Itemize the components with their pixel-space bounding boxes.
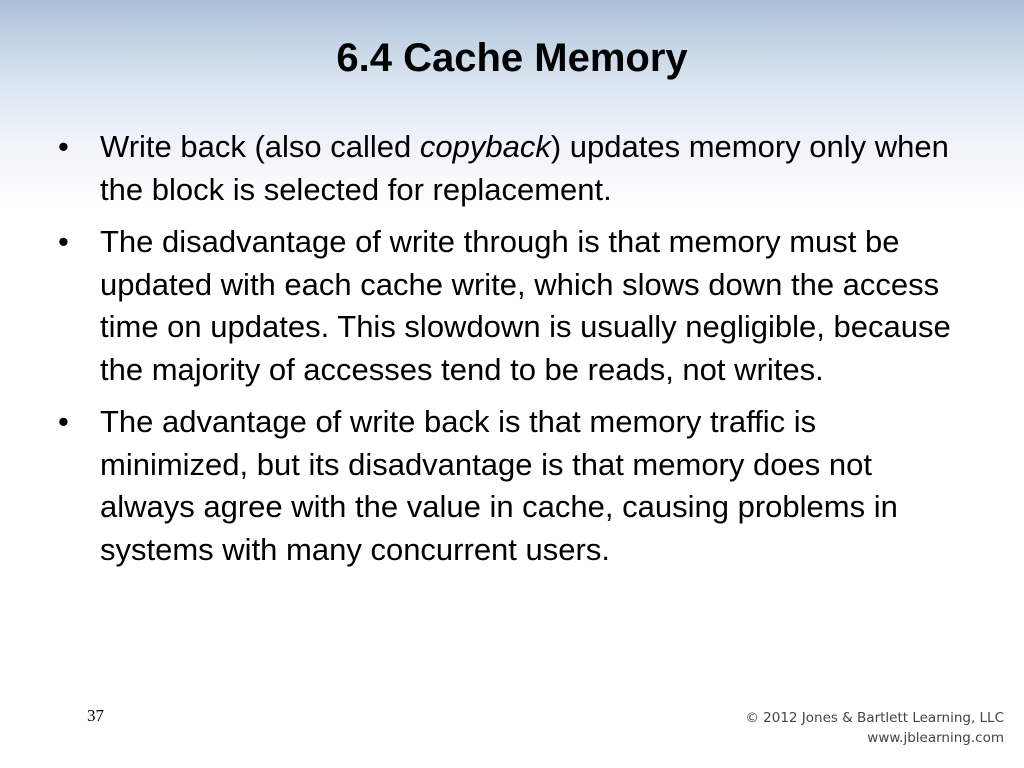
bullet-item-write-back: [54, 126, 954, 211]
bullet-text: The advantage of write back is that memory traffic is minimized, but its disadvantage is that memory does not always agree with the value in cache, causing problems in systems with many concurrent users.: [100, 404, 898, 567]
bullet-marker: •: [58, 224, 69, 259]
bullet-text-part: Write back (also called: [100, 129, 420, 164]
bullet-list: [54, 126, 954, 581]
bullet-item-write-back-advantage: [54, 401, 954, 571]
bullet-marker: •: [58, 129, 69, 164]
copyright-text: © 2012 Jones & Bartlett Learning, LLC: [745, 710, 1004, 726]
bullet-marker: •: [58, 404, 69, 439]
bullet-italic-term: copyback: [419, 129, 551, 164]
website-text: www.jblearning.com: [867, 730, 1004, 746]
bullet-text: The disadvantage of write through is that memory must be updated with each cache write, which slows down the access time on updates. This slowdown is usually negligible, because the majority of accesses tend to be reads, not writes.: [100, 224, 951, 387]
slide-number: 37: [87, 706, 104, 725]
bullet-item-write-through-disadvantage: [54, 221, 954, 391]
copyright-footer: [745, 708, 1004, 748]
bullet-text-part: ) updates memory only when the block is selected for replacement.: [100, 129, 949, 207]
slide-title: 6.4 Cache Memory: [336, 36, 688, 80]
